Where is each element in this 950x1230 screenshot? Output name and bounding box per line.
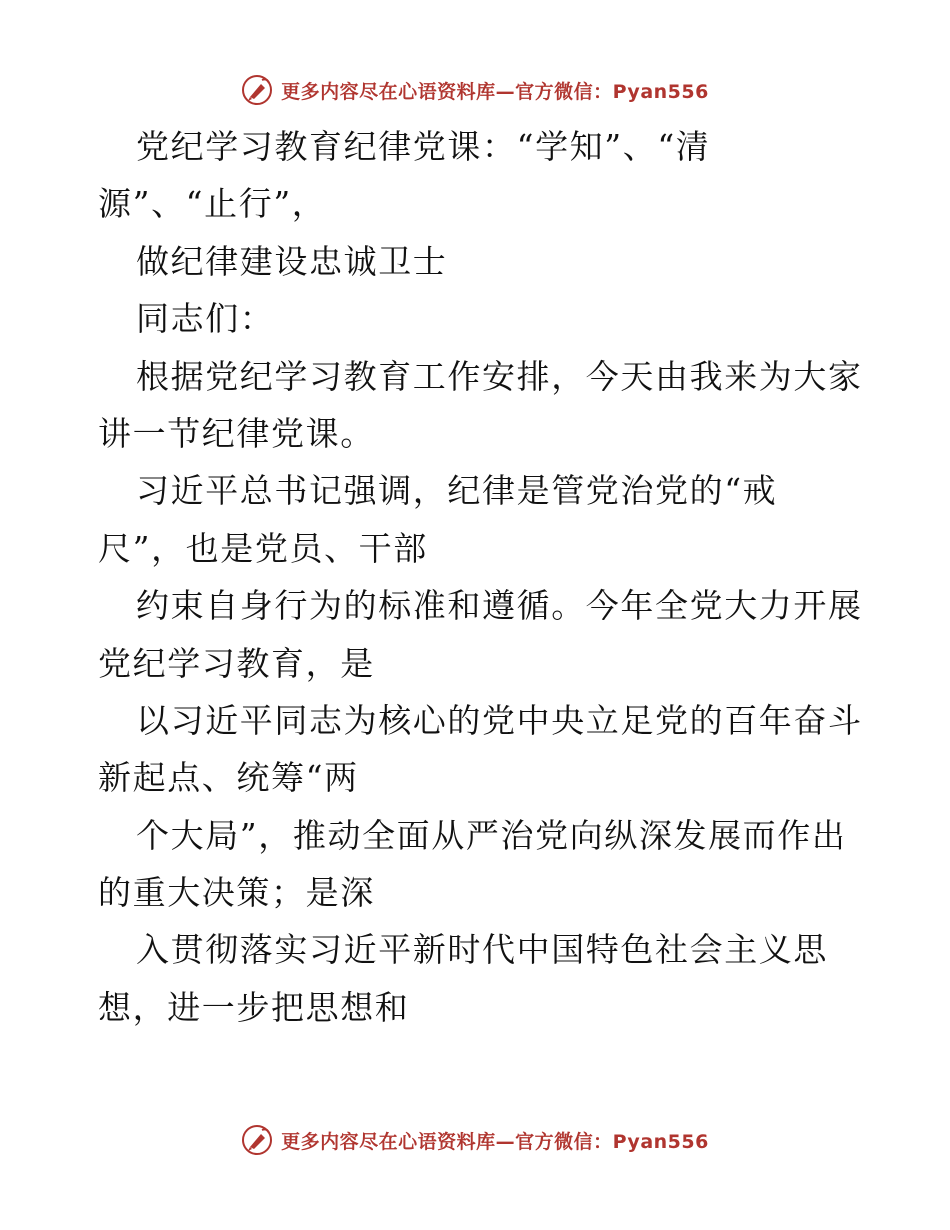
salutation: 同志们：: [136, 299, 275, 339]
paragraph-line: 想，进一步把思想和: [98, 987, 410, 1027]
paragraph-line: 习近平总书记强调，纪律是管党治党的“戒: [136, 471, 778, 511]
banner-text: 更多内容尽在心语资料库—官方微信：Pyan556: [281, 1130, 709, 1153]
paragraph-line: 讲一节纪律党课。: [98, 413, 375, 453]
paragraph-line: 新起点、统筹“两: [98, 758, 359, 798]
banner-text: 更多内容尽在心语资料库—官方微信：Pyan556: [281, 80, 709, 103]
pen-nib-logo-icon: [241, 1124, 273, 1156]
paragraph-line: 根据党纪学习教育工作安排，今天由我来为大家: [136, 356, 863, 396]
paragraph-line: 党纪学习教育，是: [98, 643, 375, 683]
paragraph-line: 的重大决策；是深: [98, 873, 375, 913]
paragraph-line: 以习近平同志为核心的党中央立足党的百年奋斗: [136, 700, 863, 740]
doc-title-line-2: 源”、“止行”，: [98, 184, 327, 224]
paragraph-line: 尺”，也是党员、干部: [98, 528, 428, 568]
footer-banner: [0, 1120, 950, 1160]
pen-nib-logo-icon: [241, 74, 273, 106]
header-banner: [0, 70, 950, 110]
document-body: [98, 118, 863, 1036]
paragraph-line: 入贯彻落实习近平新时代中国特色社会主义思: [136, 930, 828, 970]
doc-subtitle: 做纪律建设忠诚卫士: [136, 241, 448, 281]
paragraph-line: 个大局”，推动全面从严治党向纵深发展而作出: [136, 815, 847, 855]
doc-title-line-1: 党纪学习教育纪律党课：“学知”、“清: [136, 127, 711, 166]
paragraph-line: 约束自身行为的标准和遵循。今年全党大力开展: [136, 586, 863, 626]
